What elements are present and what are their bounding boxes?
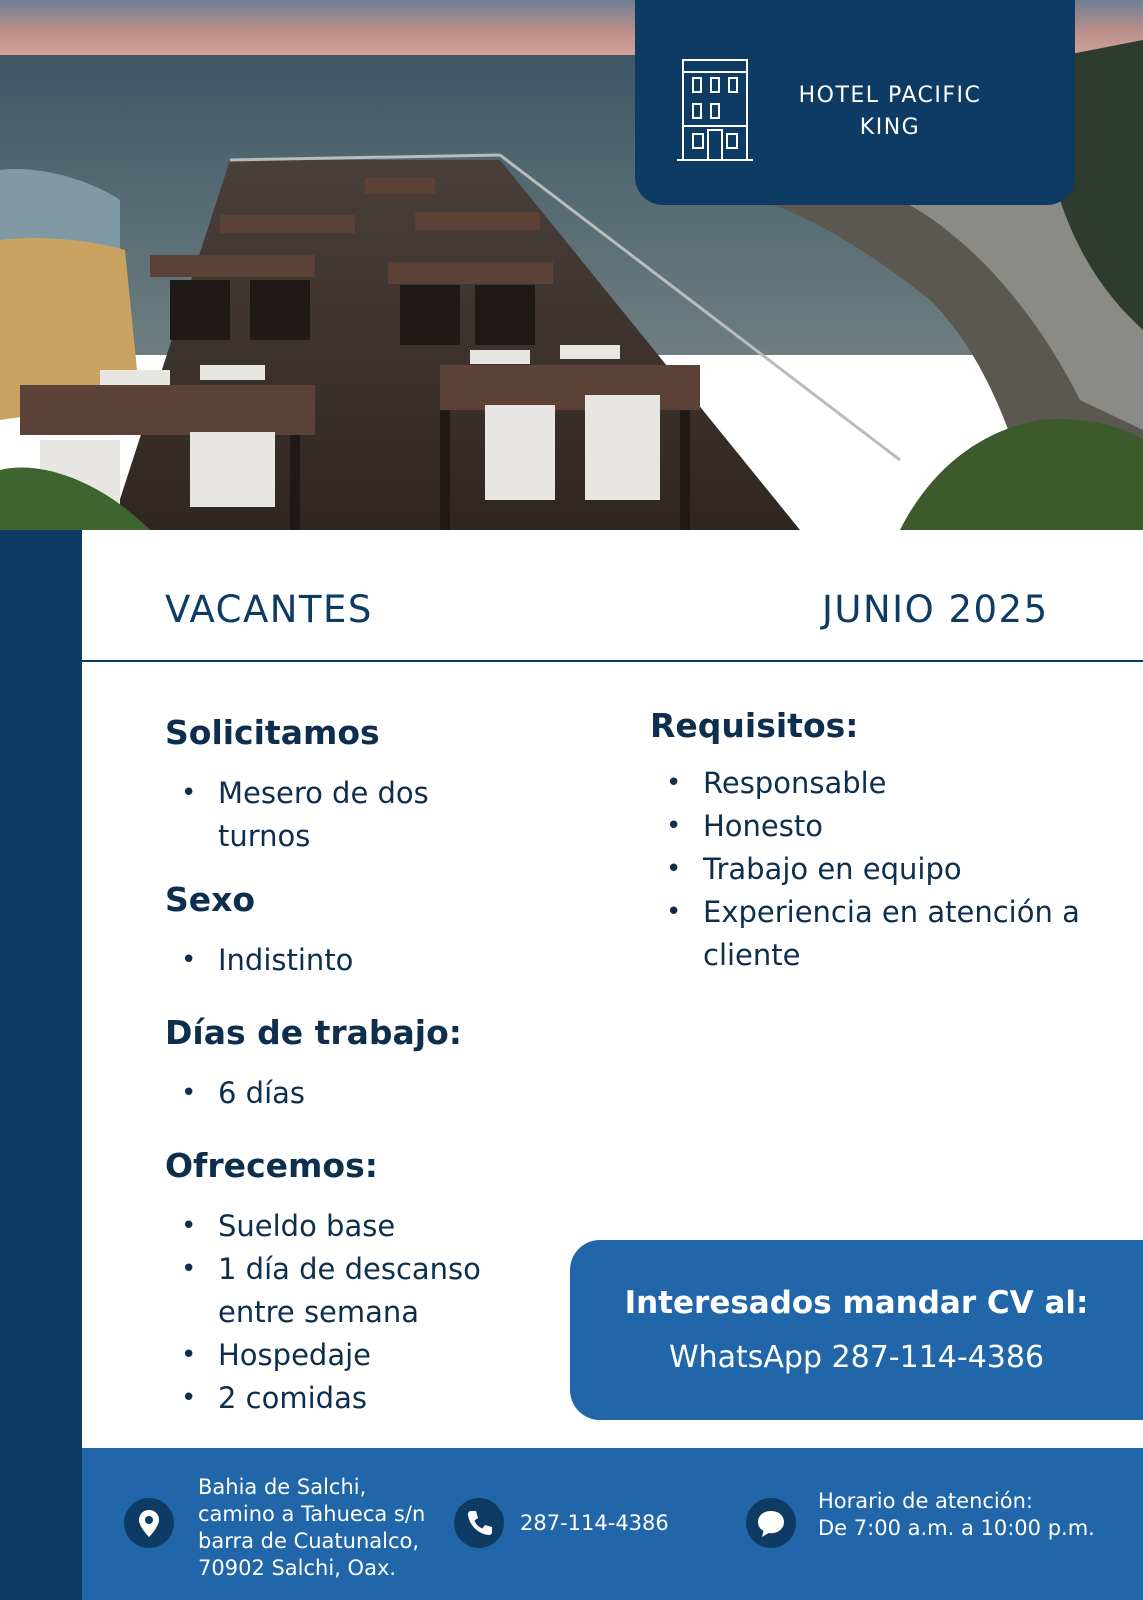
ofrecemos-list <box>165 1205 565 1420</box>
chat-bubble-icon <box>746 1498 796 1548</box>
address-line: Bahia de Salchi, <box>198 1475 367 1499</box>
address-line: 70902 Salchi, Oax. <box>198 1556 397 1580</box>
list-item: • Responsable <box>650 762 1130 805</box>
list-item: • Experiencia en atención a cliente <box>650 891 1130 977</box>
hours-value: De 7:00 a.m. a 10:00 p.m. <box>818 1516 1095 1540</box>
opening-hours <box>818 1488 1128 1542</box>
dias-heading: Días de trabajo: <box>165 1013 462 1052</box>
footer <box>82 1448 1143 1600</box>
ofrecemos-heading: Ofrecemos: <box>165 1146 378 1185</box>
page-date: JUNIO 2025 <box>822 588 1049 631</box>
phone-icon <box>454 1498 504 1548</box>
hotel-logo-box <box>635 0 1075 205</box>
header-divider <box>82 660 1143 662</box>
hotel-building-icon <box>677 56 753 170</box>
list-item: • Sueldo base <box>165 1205 565 1248</box>
address <box>198 1474 448 1582</box>
solicitamos-heading: Solicitamos <box>165 713 380 752</box>
dias-list <box>165 1072 565 1115</box>
whatsapp-number[interactable]: WhatsApp 287-114-4386 <box>668 1340 1045 1375</box>
list-item: • 1 día de descanso entre semana <box>165 1248 565 1334</box>
hours-label: Horario de atención: <box>818 1489 1034 1513</box>
hotel-name-line2: KING <box>859 115 921 140</box>
callout-title: Interesados mandar CV al: <box>624 1285 1089 1321</box>
list-item: • Honesto <box>650 805 1130 848</box>
location-pin-icon <box>124 1498 174 1548</box>
list-item: • 2 comidas <box>165 1377 565 1420</box>
contact-callout <box>570 1240 1143 1420</box>
sexo-section <box>165 879 545 982</box>
requisitos-section <box>650 705 1130 977</box>
hotel-name <box>785 80 995 144</box>
list-item: • Indistinto <box>165 939 545 982</box>
hotel-name-line1: HOTEL PACIFIC <box>798 83 982 108</box>
list-item: • Mesero de dos turnos <box>165 772 545 858</box>
list-item: • 6 días <box>165 1072 565 1115</box>
solicitamos-section <box>165 712 545 858</box>
list-item: • Hospedaje <box>165 1334 565 1377</box>
left-accent-bar <box>0 530 82 1600</box>
ofrecemos-section <box>165 1145 565 1420</box>
address-line: barra de Cuatunalco, <box>198 1529 420 1553</box>
requisitos-list <box>650 762 1130 977</box>
dias-section <box>165 1012 565 1115</box>
sexo-heading: Sexo <box>165 880 256 919</box>
address-line: camino a Tahueca s/n <box>198 1502 426 1526</box>
list-item: • Trabajo en equipo <box>650 848 1130 891</box>
page-title: VACANTES <box>165 588 373 631</box>
solicitamos-list <box>165 772 545 858</box>
sexo-list <box>165 939 545 982</box>
footer-phone[interactable]: 287-114-4386 <box>520 1511 669 1535</box>
requisitos-heading: Requisitos: <box>650 706 859 745</box>
